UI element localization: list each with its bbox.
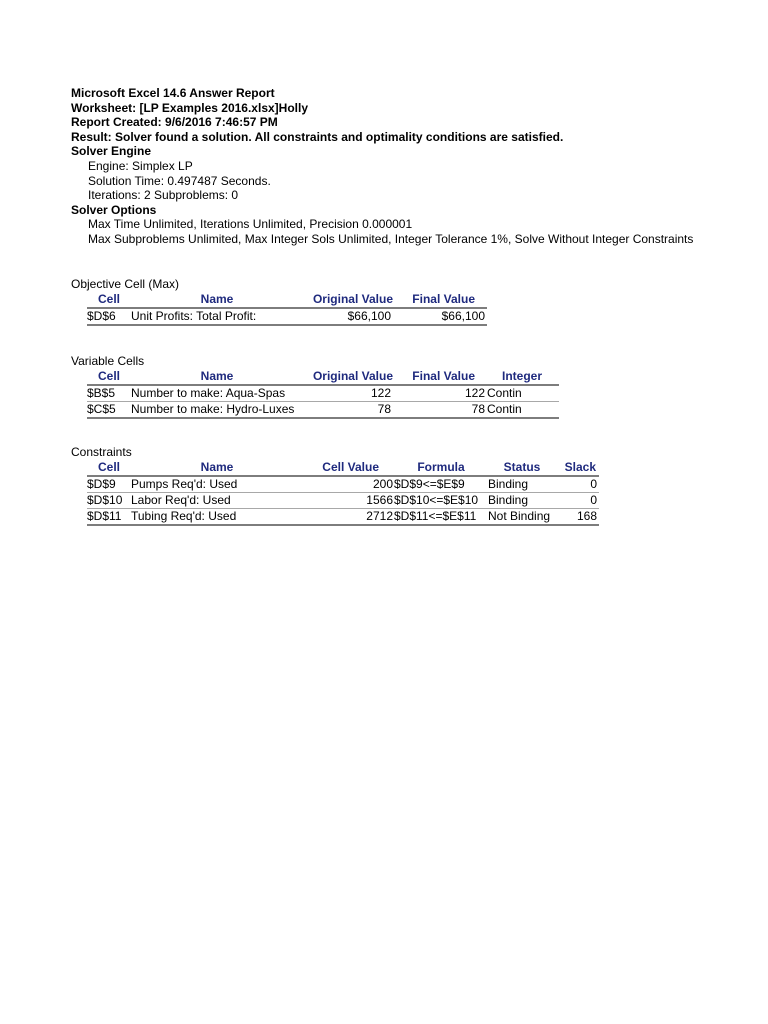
cell-name: Number to make: Aqua-Spas [131,386,286,400]
column-header-original-value: Original Value [312,369,393,383]
table-row [87,509,599,526]
solver-options-heading: Solver Options [71,202,157,217]
final-value: 122 [464,386,485,400]
objective-cell-table [87,292,487,326]
table-row [87,309,487,326]
column-header-cell: Cell [97,460,120,474]
cell-ref: $D$9 [87,477,116,491]
column-header-cell-value: Cell Value [322,460,379,474]
cell-ref: $D$6 [87,309,116,323]
slack: 0 [590,477,597,491]
cell-value: 1566 [366,493,393,507]
column-header-integer: Integer [501,369,542,383]
cell-ref: $B$5 [87,386,116,400]
cell-name: Tubing Req'd: Used [131,509,237,523]
variable-cells-label: Variable Cells [71,354,145,368]
report-title: Microsoft Excel 14.6 Answer Report [71,86,275,100]
formula: $D$11<=$E$11 [394,509,477,523]
original-value: 122 [370,386,391,400]
status: Binding [488,477,529,491]
column-header-status: Status [503,460,541,474]
formula: $D$10<=$E$10 [394,493,479,507]
constraints-label: Constraints [71,445,132,459]
integer-type: Contin [487,386,522,400]
cell-value: 2712 [366,509,393,523]
table-row [87,402,559,419]
cell-ref: $C$5 [87,402,116,416]
column-header-final-value: Final Value [412,292,475,306]
solver-engine-heading: Solver Engine [71,144,152,159]
cell-ref: $D$10 [87,493,123,507]
final-value: 78 [471,402,485,416]
solution-time-line: Solution Time: 0.497487 Seconds. [88,173,271,188]
column-header-name: Name [200,460,234,474]
objective-table-header [87,292,487,309]
status: Binding [488,493,529,507]
report-created-line: Report Created: 9/6/2016 7:46:57 PM [71,115,278,130]
column-header-formula: Formula [417,460,465,474]
table-row [87,386,559,402]
iterations-line: Iterations: 2 Subproblems: 0 [88,188,239,203]
status: Not Binding [488,509,551,523]
variable-cells-table [87,369,559,419]
original-value: 78 [377,402,391,416]
slack: 168 [576,509,597,523]
worksheet-line: Worksheet: [LP Examples 2016.xlsx]Holly [71,100,308,115]
cell-name: Labor Req'd: Used [131,493,231,507]
column-header-cell: Cell [97,292,120,306]
slack: 0 [590,493,597,507]
integer-type: Contin [487,402,522,416]
column-header-cell: Cell [97,369,120,383]
constraints-table-header [87,460,599,477]
cell-ref: $D$11 [87,509,122,523]
original-value: $66,100 [347,309,391,323]
engine-line: Engine: Simplex LP [88,158,193,173]
result-line: Result: Solver found a solution. All constraints and optimality conditions are satisfied. [71,129,564,144]
column-header-name: Name [200,369,234,383]
formula: $D$9<=$E$9 [394,477,465,491]
cell-name: Pumps Req'd: Used [131,477,238,491]
table-row [87,477,599,493]
options-line-2: Max Subproblems Unlimited, Max Integer Sols Unlimited, Integer Tolerance 1%, Solve Without Integer Constraints [88,231,693,246]
constraints-table [87,460,599,526]
cell-value: 200 [372,477,393,491]
column-header-name: Name [200,292,234,306]
objective-cell-label: Objective Cell (Max) [71,277,180,291]
options-line-1: Max Time Unlimited, Iterations Unlimited, Precision 0.000001 [88,217,413,232]
table-row [87,493,599,509]
cell-name: Number to make: Hydro-Luxes [131,402,295,416]
final-value: $66,100 [441,309,485,323]
column-header-slack: Slack [564,460,596,474]
report-header [71,86,693,247]
column-header-final-value: Final Value [412,369,475,383]
column-header-original-value: Original Value [312,292,393,306]
variable-table-header [87,369,559,386]
cell-name: Unit Profits: Total Profit: [131,309,257,323]
